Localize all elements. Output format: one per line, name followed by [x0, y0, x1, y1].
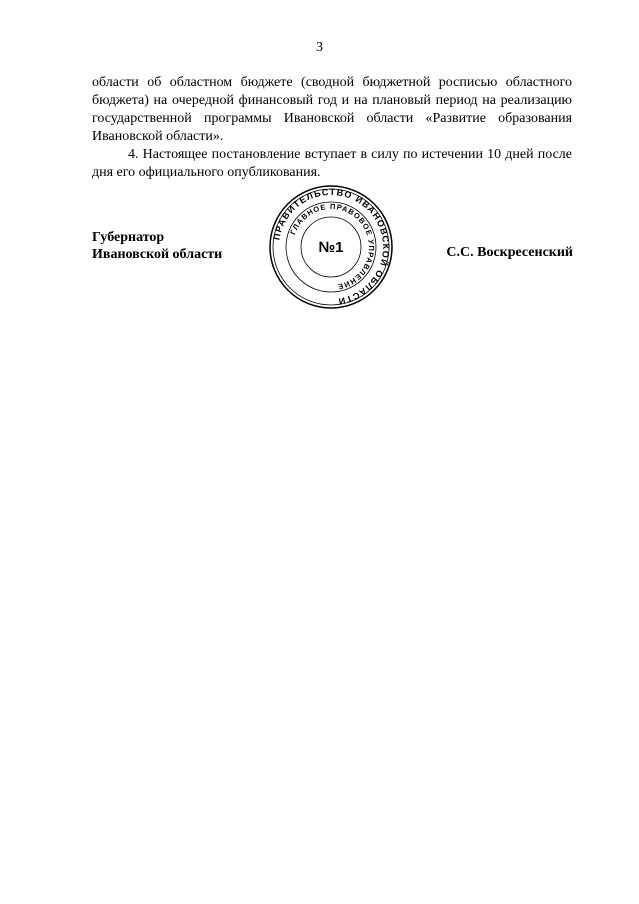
- text-line: «Развитие образования Ивановской области».: [92, 111, 573, 144]
- text-line: после дня его официального опубликования.: [92, 147, 572, 180]
- text-line: областного бюджета) на очередной финансовый год и на плановый: [92, 75, 572, 108]
- text-line: 4. Настоящее постановление вступает в силу по истечении 10 дней: [128, 147, 534, 162]
- paragraph-1: [92, 74, 572, 146]
- signer-title-line-2: Ивановской области: [92, 247, 223, 262]
- text-line: период на реализацию государственной программы Ивановской области: [92, 93, 573, 126]
- signer-name: С.С. Воскресенский: [446, 245, 573, 260]
- official-seal: [268, 184, 394, 310]
- paragraph-2: [92, 146, 572, 182]
- signer-title-line-1: Губернатор: [92, 230, 165, 245]
- document-body: [92, 74, 572, 182]
- seal-outer-text: ПРАВИТЕЛЬСТВО ИВАНОВСКОЙ ОБЛАСТИ: [271, 186, 392, 307]
- signer-title: [92, 229, 222, 263]
- text-line: области об областном бюджете (сводной бюджетной росписью: [92, 75, 498, 90]
- seal-number: №1: [318, 239, 344, 256]
- seal-inner-text: ГЛАВНОЕ ПРАВОВОЕ УПРАВЛЕНИЕ: [288, 201, 377, 292]
- page-number: 3: [316, 40, 323, 55]
